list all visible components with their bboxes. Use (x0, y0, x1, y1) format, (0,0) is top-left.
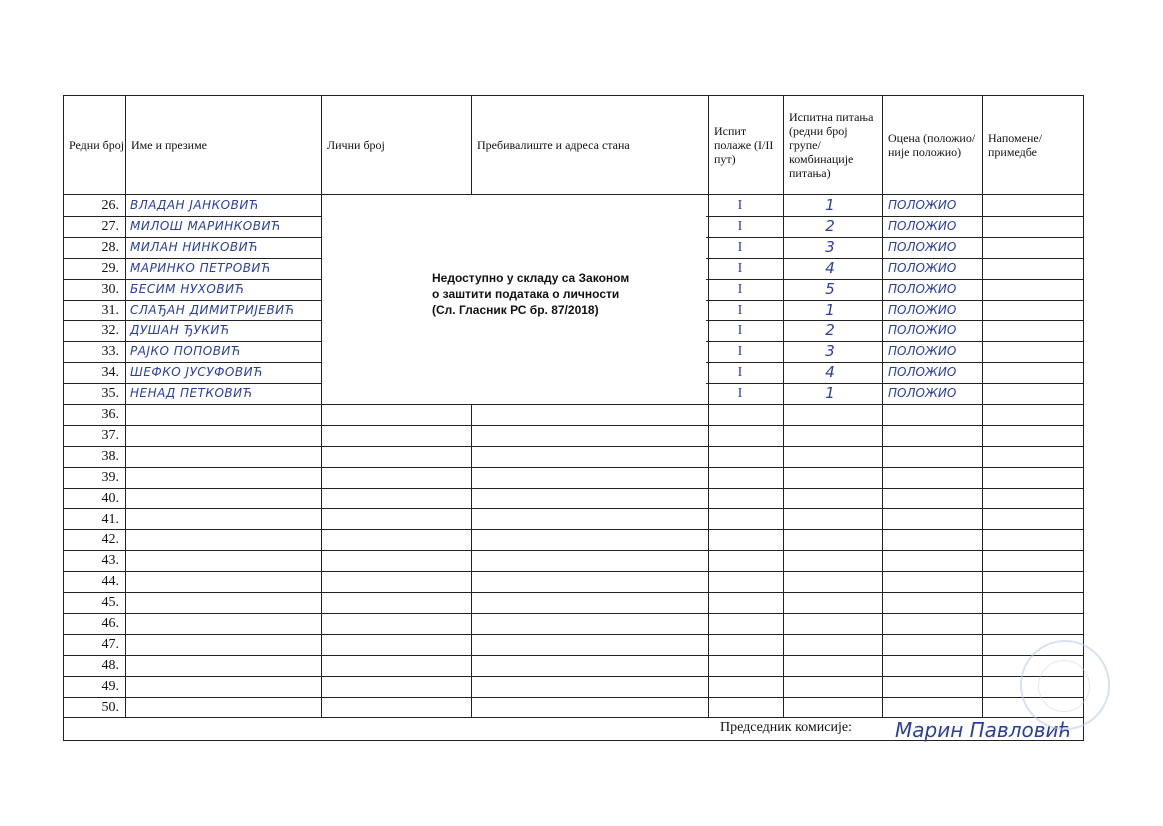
row-number: 48. (101, 657, 119, 673)
handwritten-attempt: I (737, 344, 743, 360)
row-number: 36. (101, 407, 119, 422)
column-divider (882, 95, 883, 718)
handwritten-attempt: I (737, 365, 743, 381)
row-number: 41. (101, 511, 119, 527)
handwritten-grade: ПОЛОЖИО (888, 344, 957, 359)
handwritten-grade: ПОЛОЖИО (888, 386, 957, 401)
handwritten-name: МАРИНКО ПЕТРОВИЋ (130, 260, 271, 275)
handwritten-question-group: 1 (825, 196, 835, 214)
header-name: Име и презиме (131, 137, 207, 152)
row-divider (63, 634, 1084, 635)
redaction-notice: Недоступно у складу са Законом о заштити података о личности (Сл. Гласник РС бр. 87/2018) (432, 271, 630, 317)
column-divider (125, 95, 126, 718)
row-divider (63, 655, 1084, 656)
handwritten-grade: ПОЛОЖИО (888, 198, 957, 212)
handwritten-name: ШЕФКО ЈУСУФОВИЋ (130, 365, 263, 380)
row-number: 47. (101, 636, 119, 652)
handwritten-name: СЛАЂАН ДИМИТРИЈЕВИЋ (130, 302, 295, 317)
row-number: 46. (101, 616, 119, 631)
handwritten-grade: ПОЛОЖИО (888, 281, 957, 296)
column-divider (982, 95, 983, 718)
row-number: 37. (101, 427, 119, 443)
row-number: 45. (101, 595, 119, 611)
handwritten-question-group: 5 (825, 279, 835, 298)
handwritten-attempt: I (737, 260, 743, 276)
handwritten-name: МИЛАН НИНКОВИЋ (130, 239, 259, 254)
handwritten-question-group: 3 (825, 342, 835, 361)
row-divider (63, 529, 1084, 530)
row-number: 49. (101, 678, 119, 694)
column-divider (708, 95, 709, 718)
row-number: 28. (101, 239, 119, 255)
handwritten-question-group: 4 (825, 258, 835, 277)
header-questions: Испитна питања (редни број групе/ комбинације питања) (789, 109, 874, 180)
row-divider (63, 404, 1084, 405)
column-divider (783, 95, 784, 718)
row-number: 32. (101, 323, 119, 339)
row-number: 29. (101, 260, 119, 276)
row-divider (63, 592, 1084, 593)
handwritten-question-group: 4 (825, 363, 835, 382)
handwritten-name: ДУШАН ЂУКИЋ (130, 323, 230, 338)
row-number: 33. (101, 344, 119, 360)
handwritten-grade: ПОЛОЖИО (888, 218, 957, 233)
row-divider (63, 676, 1084, 677)
handwritten-grade: ПОЛОЖИО (888, 260, 957, 275)
header-num: Редни број (69, 137, 125, 152)
handwritten-question-group: 2 (825, 321, 835, 340)
row-number: 31. (101, 302, 119, 318)
row-number: 39. (101, 469, 119, 485)
row-number: 40. (101, 490, 119, 506)
handwritten-grade: ПОЛОЖИО (888, 302, 957, 317)
handwritten-name: МИЛОШ МАРИНКОВИЋ (130, 218, 281, 233)
handwritten-attempt: I (737, 281, 743, 297)
row-divider (63, 446, 1084, 447)
handwritten-grade: ПОЛОЖИО (888, 239, 957, 254)
handwritten-attempt: I (737, 323, 743, 339)
row-number: 43. (101, 553, 119, 569)
commission-chair-label: Председник комисије: (720, 720, 852, 735)
handwritten-name: НЕНАД ПЕТКОВИЋ (130, 386, 253, 401)
row-number: 30. (101, 281, 119, 297)
row-number: 26. (101, 198, 119, 213)
handwritten-question-group: 1 (825, 300, 835, 319)
official-stamp-inner (1038, 660, 1090, 712)
row-divider (63, 613, 1084, 614)
handwritten-attempt: I (737, 386, 743, 402)
row-divider (63, 697, 1084, 698)
handwritten-question-group: 3 (825, 237, 835, 256)
row-divider (63, 488, 1084, 489)
row-divider (63, 508, 1084, 509)
header-grade: Оцена (положио/ није положио) (888, 130, 976, 159)
header-id: Лични број (327, 137, 385, 152)
handwritten-grade: ПОЛОЖИО (888, 365, 957, 380)
handwritten-attempt: I (737, 239, 743, 255)
handwritten-attempt: I (737, 302, 743, 318)
handwritten-name: ВЛАДАН ЈАНКОВИЋ (130, 198, 259, 212)
handwritten-grade: ПОЛОЖИО (888, 323, 957, 338)
handwritten-question-group: 2 (825, 216, 835, 235)
row-number: 50. (101, 699, 119, 715)
row-number: 42. (101, 532, 119, 548)
header-pass: Испит полаже (I/II пут) (714, 123, 774, 166)
row-divider (63, 425, 1084, 426)
column-divider (471, 95, 472, 718)
row-divider (63, 550, 1084, 551)
row-number: 44. (101, 574, 119, 590)
chair-signature: Марин Павловић (895, 718, 1072, 742)
handwritten-question-group: 1 (825, 384, 835, 403)
header-notes: Напомене/ примедбе (988, 130, 1043, 159)
handwritten-name: РАЈКО ПОПОВИЋ (130, 344, 241, 359)
row-number: 27. (101, 218, 119, 234)
handwritten-name: БЕСИМ НУХОВИЋ (130, 281, 245, 296)
handwritten-attempt: I (737, 218, 743, 234)
row-number: 35. (101, 386, 119, 402)
row-divider (63, 467, 1084, 468)
handwritten-attempt: I (737, 198, 743, 213)
row-number: 34. (101, 365, 119, 381)
header-address: Пребивалиште и адреса стана (477, 137, 630, 152)
column-divider (321, 95, 322, 718)
row-divider (63, 571, 1084, 572)
row-number: 38. (101, 448, 119, 464)
